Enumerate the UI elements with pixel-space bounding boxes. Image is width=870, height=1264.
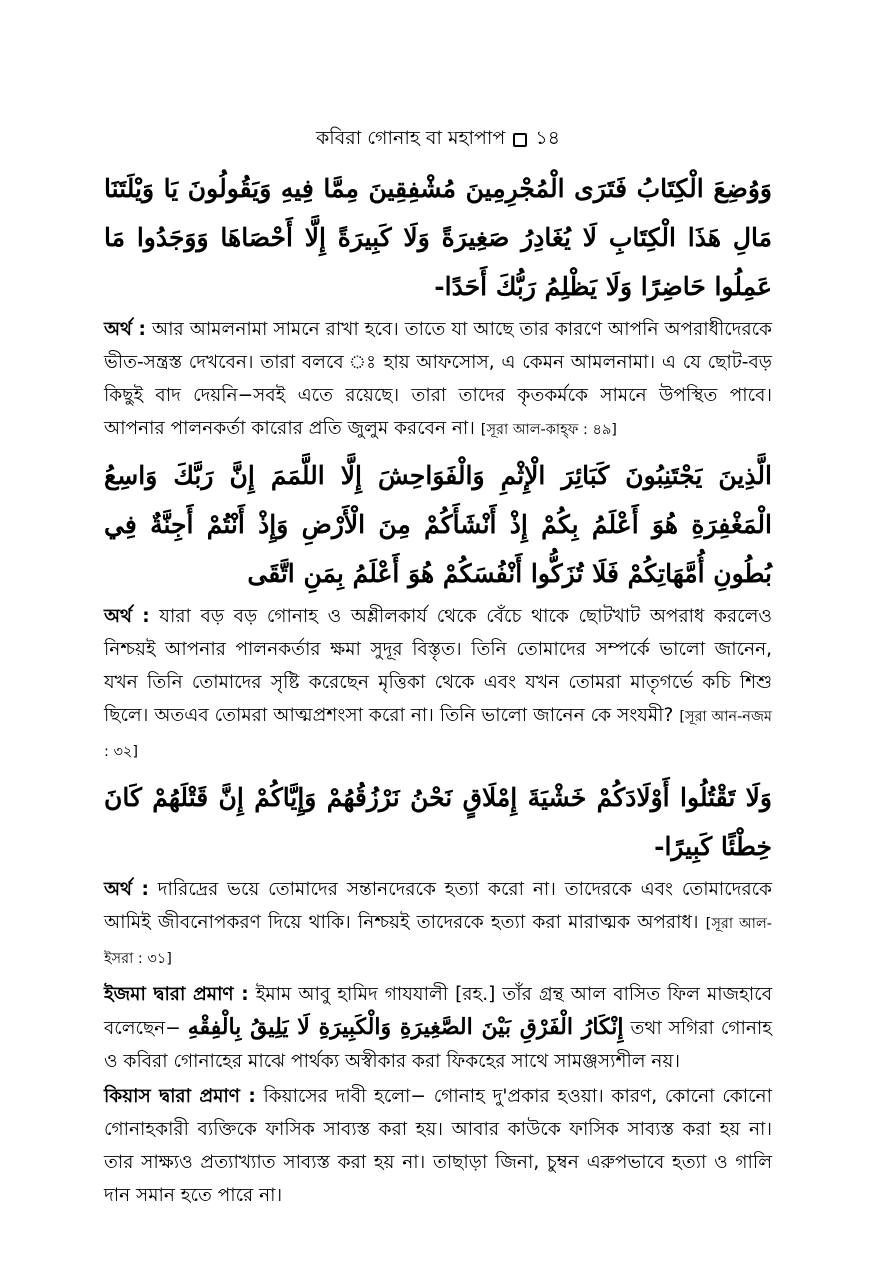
ijma-label: ইজমা দ্বারা প্রমাণ : [104, 984, 249, 1005]
translation-label: অর্থ : [104, 606, 150, 627]
translation-isra [104, 873, 772, 976]
running-header [104, 120, 772, 160]
arabic-verse-najm: الَّذِينَ يَجْتَنِبُونَ كَبَائِرَ الْإِثْمِ وَالْفَوَاحِشَ إِلَّا اللَّمَمَ إِنَّ رَبَّكَ وَاسِعُ الْمَغْفِرَةِ هُوَ أَعْلَمُ بِكُمْ إِذْ أَنْشَأَكُمْ مِنَ الْأَرْضِ وَإِذْ أَنْتُمْ أَجِنَّةٌ فِي بُطُونِ أُمَّهَاتِكُمْ فَلَا تُزَكُّوا أَنْفُسَكُمْ هُوَ أَعْلَمُ بِمَنِ اتَّقَى [104, 461, 772, 588]
surah-reference: [সূরা আল-ইসরা : ৩১] [104, 916, 772, 967]
book-page [104, 120, 772, 1212]
surah-reference: [সূরা আন-নজম : ৩২] [104, 709, 772, 760]
ijma-text: ইমাম আবু হামিদ গাযযালী [রহ.] তাঁর গ্রন্থ আল বাসিত ফিল মাজহাবে বলেছেন− [104, 984, 773, 1039]
translation-kahf [104, 313, 772, 447]
translation-najm [104, 600, 772, 769]
qiyas-text: কিয়াসের দাবী হলো− গোনাহ দু'প্রকার হওয়া। কারণ, কোনো কোনো গোনাহকারী ব্যক্তিকে ফাসিক সাব্যস্ত করা হয়। আবার কাউকে ফাসিক সাব্যস্ত করা হয় না। তার সাক্ষ্যও প্রত্যাখ্যাত সাব্যস্ত করা হয় না। তাছাড়া জিনা, চুম্বন এরুপভাবে হত্যা ও গালি দান সমান হতে পারে না। [104, 1086, 772, 1206]
ijma-arabic-quote: إِنْكَارُ الْفَرْقِ بَيْنَ الصَّغِيرَةِ وَالْكَبِيرَةِ لَا يَلِيقُ بِالْفِقْهِ [187, 1014, 624, 1040]
qiyas-label: কিয়াস দ্বারা প্রমাণ : [104, 1086, 256, 1107]
ijma-paragraph [104, 978, 772, 1078]
translation-label: অর্থ : [104, 879, 149, 900]
translation-text: দারিদ্রের ভয়ে তোমাদের সন্তানদেরকে হত্যা করো না। তাদেরকে এবং তোমাদেরকে আমিই জীবনোপকরণ দিয়ে থাকি। নিশ্চয়ই তাদেরকে হত্যা করা মারাত্মক অপরাধ। [104, 879, 772, 933]
ijma-explanation: তথা সগিরা গোনাহ ও কবিরা গোনাহের মাঝে পার্থক্য অস্বীকার করা ফিকহের সাথে সামঞ্জস্যশীল নয়। [104, 1018, 772, 1072]
translation-label: অর্থ : [104, 319, 146, 340]
translation-text: যারা বড় বড় গোনাহ ও অশ্লীলকার্য থেকে বেঁচে থাকে ছোটখাট অপরাধ করলেও নিশ্চয়ই আপনার পালনকর্তার ক্ষমা সুদূর বিস্তৃত। তিনি তোমাদের সম্পর্কে ভালো জানেন, যখন তিনি তোমাদের সৃষ্টি করেছেন মৃত্তিকা থেকে এবং যখন তোমরা মাতৃগর্ভে কচি শিশু ছিলে। অতএব তোমরা আত্মপ্রশংসা করো না। তিনি ভালো জানেন কে সংযমী? [104, 606, 773, 726]
running-title: কবিরা গোনাহ বা মহাপাপ [316, 127, 506, 149]
qiyas-paragraph [104, 1080, 772, 1212]
page-number: ১৪ [535, 127, 560, 149]
arabic-verse-isra: وَلَا تَقْتُلُوا أَوْلَادَكُمْ خَشْيَةَ إِمْلَاقٍ نَحْنُ نَرْزُقُهُمْ وَإِيَّاكُمْ إِنَّ قَتْلَهُمْ كَانَ خِطْئًا كَبِيرًا- [104, 783, 772, 861]
arabic-verse-kahf: وَوُضِعَ الْكِتَابُ فَتَرَى الْمُجْرِمِينَ مُشْفِقِينَ مِمَّا فِيهِ وَيَقُولُونَ يَا وَيْلَتَنَا مَالِ هَذَا الْكِتَابِ لَا يُغَادِرُ صَغِيرَةً وَلَا كَبِيرَةً إِلَّا أَحْصَاهَا وَوَجَدُوا مَا عَمِلُوا حَاضِرًا وَلَا يَظْلِمُ رَبُّكَ أَحَدًا- [104, 174, 772, 301]
translation-text: আর আমলনামা সামনে রাখা হবে। তাতে যা আছে তার কারণে আপনি অপরাধীদেরকে ভীত-সন্ত্রস্ত দেখবেন। তারা বলবে ঃ হায় আফসোস, এ কেমন আমলনামা। এ যে ছোট-বড় কিছুই বাদ দেয়নি−সবই এতে রয়েছে। তারা তাদের কৃতকর্মকে সামনে উপস্থিত পাবে। আপনার পালনকর্তা কারোর প্রতি জুলুম করবেন না। [104, 319, 772, 439]
surah-reference: [সূরা আল-কাহ্ফ : ৪৯] [480, 422, 617, 438]
square-icon [513, 133, 527, 147]
